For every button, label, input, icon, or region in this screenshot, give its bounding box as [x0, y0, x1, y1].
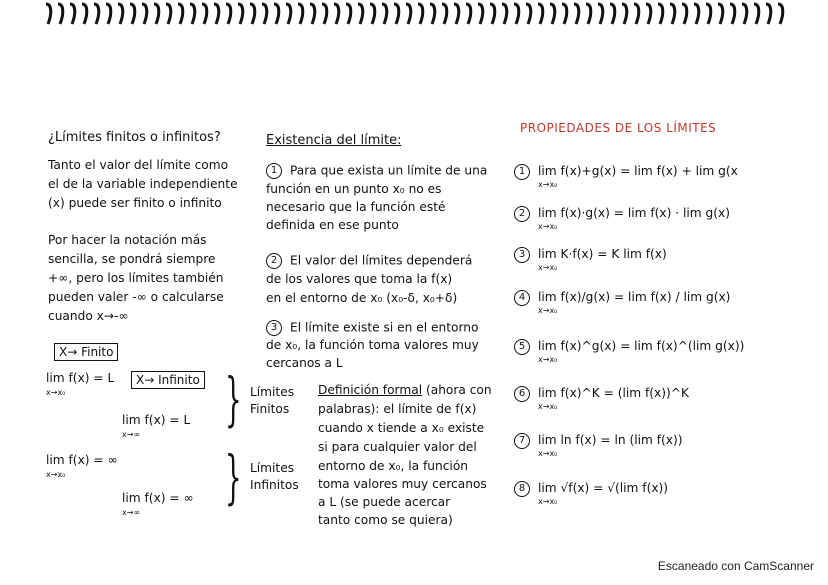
existence-item-1-line: definida en ese punto	[266, 218, 399, 232]
number-circle: 4	[514, 290, 530, 306]
spiral-binding	[40, 0, 790, 30]
brace-infinitos: }	[225, 443, 242, 511]
property-8	[514, 480, 668, 506]
limit-subscript: x→x₀	[538, 305, 558, 315]
limit-subscript: x→x₀	[538, 221, 558, 231]
label-limites-infinitos: Límites	[250, 461, 295, 475]
col1-p1-line: (x) puede ser finito o infinito	[48, 196, 222, 210]
existence-item-2-line: en el entorno de x₀ (x₀-δ, x₀+δ)	[266, 291, 458, 305]
existence-item-2: 2 El valor del límites dependerá	[266, 253, 472, 269]
limit-subscript: x→x₀	[538, 401, 558, 411]
definition-line: toma valores muy cercanos	[318, 477, 487, 491]
col1-p1-line: Tanto el valor del límite como	[48, 158, 229, 172]
property-expression: lim f(x)/g(x) = lim f(x) / lim g(x)	[538, 290, 731, 304]
number-circle: 3	[266, 320, 282, 336]
limit-subscript: x→x₀	[538, 354, 558, 364]
formula-sub: x→x₀	[46, 388, 66, 397]
property-expression: lim f(x)^K = (lim f(x))^K	[538, 386, 689, 400]
col1-p2-line: sencilla, se pondrá siempre	[48, 252, 216, 266]
definition-line: entorno de x₀, la función	[318, 459, 468, 473]
property-expression: lim ln f(x) = ln (lim f(x))	[538, 433, 683, 447]
formula-finite-1: lim f(x) = L	[46, 371, 115, 385]
box-x-finito: X→ Finito	[54, 343, 118, 361]
col2-title: Existencia del límite:	[266, 133, 402, 148]
formula-sub: x→x₀	[46, 470, 66, 479]
definition-line: si para cualquier valor del	[318, 440, 477, 454]
property-6	[514, 385, 689, 411]
number-circle: 5	[514, 339, 530, 355]
property-1	[514, 163, 738, 189]
col1-p2-line: cuando x→-∞	[48, 309, 129, 323]
existence-item-1-line: necesario que la función esté	[266, 200, 446, 214]
col1-p2-line: pueden valer -∞ o calcularse	[48, 290, 224, 304]
property-expression: lim f(x)^g(x) = lim f(x)^(lim g(x))	[538, 339, 745, 353]
formula-finite-2: lim f(x) = L	[122, 413, 191, 427]
limit-subscript: x→x₀	[538, 448, 558, 458]
label-limites-infinitos: Infinitos	[250, 478, 299, 492]
col1-p1-line: el de la variable independiente	[48, 177, 238, 191]
property-expression: lim K·f(x) = K lim f(x)	[538, 247, 667, 261]
number-circle: 6	[514, 386, 530, 402]
definition-line: Definición formal (ahora con	[318, 383, 492, 397]
limit-subscript: x→x₀	[538, 179, 558, 189]
number-circle: 8	[514, 481, 530, 497]
limit-subscript: x→x₀	[538, 496, 558, 506]
property-3	[514, 246, 667, 272]
formula-sub: x→∞	[122, 430, 141, 439]
property-7	[514, 432, 683, 458]
existence-item-3-line: de x₀, la función toma valores muy	[266, 338, 479, 352]
existence-item-3: 3 El límite existe si en el entorno	[266, 320, 478, 336]
scanner-watermark: Escaneado con CamScanner	[657, 559, 814, 573]
property-expression: lim f(x)·g(x) = lim f(x) · lim g(x)	[538, 206, 730, 220]
number-circle: 7	[514, 433, 530, 449]
formula-infinite-2: lim f(x) = ∞	[122, 491, 194, 505]
definition-line: palabras): el límite de f(x)	[318, 402, 477, 416]
formula-infinite-1: lim f(x) = ∞	[46, 453, 118, 467]
limit-subscript: x→x₀	[538, 262, 558, 272]
col1-p2-line: Por hacer la notación más	[48, 233, 207, 247]
definition-line: a L (se puede acercar	[318, 495, 451, 509]
label-limites-finitos: Finitos	[250, 402, 290, 416]
label-limites-finitos: Límites	[250, 385, 295, 399]
property-4	[514, 289, 730, 315]
properties-title: PROPIEDADES DE LOS LÍMITES	[520, 121, 717, 135]
property-expression: lim f(x)+g(x) = lim f(x) + lim g(x	[538, 164, 738, 178]
col1-p2-line: +∞, pero los límites también	[48, 271, 224, 285]
number-circle: 1	[514, 164, 530, 180]
existence-item-2-line: de los valores que toma la f(x)	[266, 272, 453, 286]
existence-item-3-line: cercanos a L	[266, 356, 343, 370]
col1-title: ¿Límites finitos o infinitos?	[48, 130, 221, 145]
property-expression: lim √f(x) = √(lim f(x))	[538, 481, 669, 495]
existence-item-1-line: función en un punto x₀ no es	[266, 182, 442, 196]
property-2	[514, 205, 730, 231]
number-circle: 2	[514, 206, 530, 222]
number-circle: 3	[514, 247, 530, 263]
box-x-infinito: X→ Infinito	[131, 371, 205, 389]
number-circle: 1	[266, 163, 282, 179]
formula-sub: x→∞	[122, 508, 141, 517]
brace-finitos: }	[225, 365, 242, 433]
existence-item-1: 1 Para que exista un límite de una	[266, 163, 487, 179]
definition-line: cuando x tiende a x₀ existe	[318, 421, 485, 435]
property-5	[514, 338, 744, 364]
definition-line: tanto como se quiera)	[318, 513, 453, 527]
number-circle: 2	[266, 253, 282, 269]
